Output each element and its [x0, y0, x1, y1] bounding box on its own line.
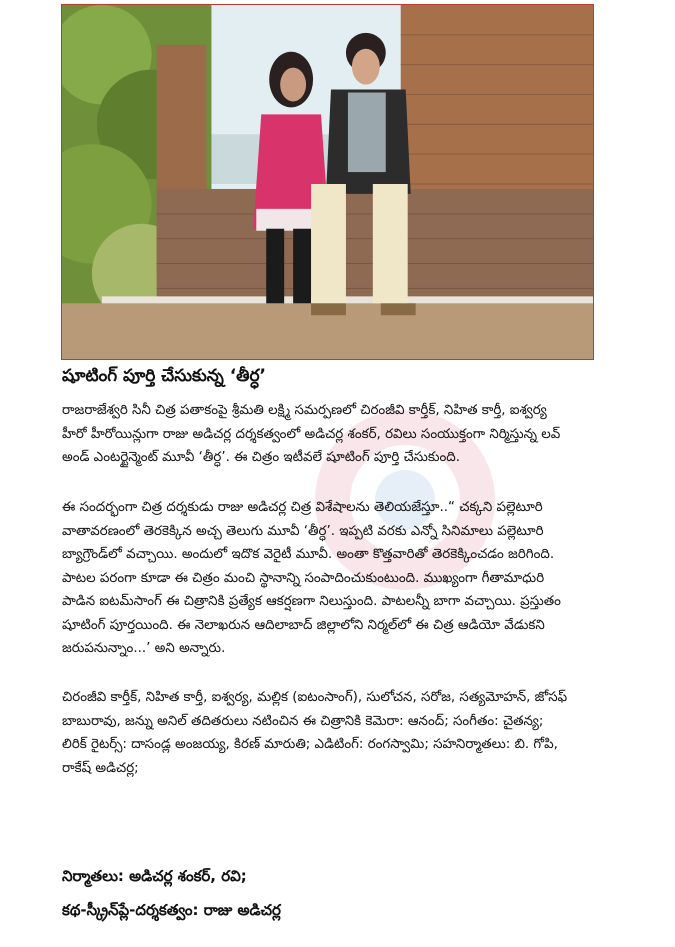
article-paragraph-cast-crew: చిరంజీవి కార్తీక్, నిహిత కార్తీ, ఐశ్వర్య, మల్లిక (ఐటంసాంగ్), సులోచన, సరోజ, సత్యమోహన్, జోసఫ్ బాబురావు, జన్ను అనిల్ తదితరులు నటించిన ఈ చిత్రానికి కెమెరా: ఆనంద్; సంగీతం: చైతన్య; లిరిక్ రైటర్స్: దాసండ్ల అంజయ్య, కిరణ్ మారుతి; ఎడిటింగ్: రంగస్వామి; సహనిర్మాతలు: బి. గోపి, రాకేష్ అడిచర్ల;	[62, 690, 568, 776]
couple-photo-icon	[62, 5, 593, 359]
producers-credit: నిర్మాతలు: అడిచర్ల శంకర్, రవి;	[62, 867, 247, 885]
article-headline: షూటింగ్ పూర్తి చేసుకున్న ‘తీర్ధ’	[62, 366, 266, 386]
director-credit: కథ-స్క్రీన్‌ప్లే-దర్శకత్వం: రాజు అడిచర్ల	[62, 901, 281, 919]
article-photo	[61, 4, 594, 360]
article-paragraph-intro: రాజరాజేశ్వరి సినీ చిత్ర పతాకంపై శ్రీమతి లక్ష్మి సమర్పణలో చిరంజీవి కార్తీక్, నిహిత కార్తీ, ఐశ్వర్య హీరో హీరోయిన్లుగా రాజు అడిచర్ల దర్శకత్వంలో అడిచర్ల శంకర్, రవిలు సంయుక్తంగా నిర్మిస్తున్న లవ్ అండ్ ఎంటర్టైన్మెంట్ మూవీ ‘తీర్ధ’. ఈ చిత్రం ఇటీవలే షూటింగ్ పూర్తి చేసుకుంది.	[62, 403, 561, 465]
article-paragraph-director-quote: ఈ సందర్భంగా చిత్ర దర్శకుడు రాజు అడిచర్ల చిత్ర విశేషాలను తెలియజేస్తూ..“ చక్కని పల్లెటూరి వాతావరణంలో తెరకెక్కిన అచ్చ తెలుగు మూవీ ‘తీర్ధ’. ఇప్పటి వరకు ఎన్నో సినిమాలు పల్లెటూరి బ్యాగ్రౌండ్‌లో వచ్చాయి. అందులో ఇదొక వెరైటీ మూవీ. అంతా కొత్తవారితో తెరకెక్కించడం జరిగింది. పాటల పరంగా కూడా ఈ చిత్రం మంచి స్థానాన్ని సంపాదించుకుంటుంది. ముఖ్యంగా గీతామాధురి పాడిన ఐటమ్‌సాంగ్ ఈ చిత్రానికి ప్రత్యేక ఆకర్షణగా నిలుస్తుంది. పాటలన్నీ బాగా వచ్చాయి. ప్రస్తుతం షూటింగ్ పూర్తయింది. ఈ నెలాఖరున ఆదిలాబాద్ జిల్లాలోని నిర్మల్‌లో ఈ చిత్ర ఆడియో వేడుకని జరుపనున్నాం...’ అని అన్నారు.	[62, 500, 561, 656]
